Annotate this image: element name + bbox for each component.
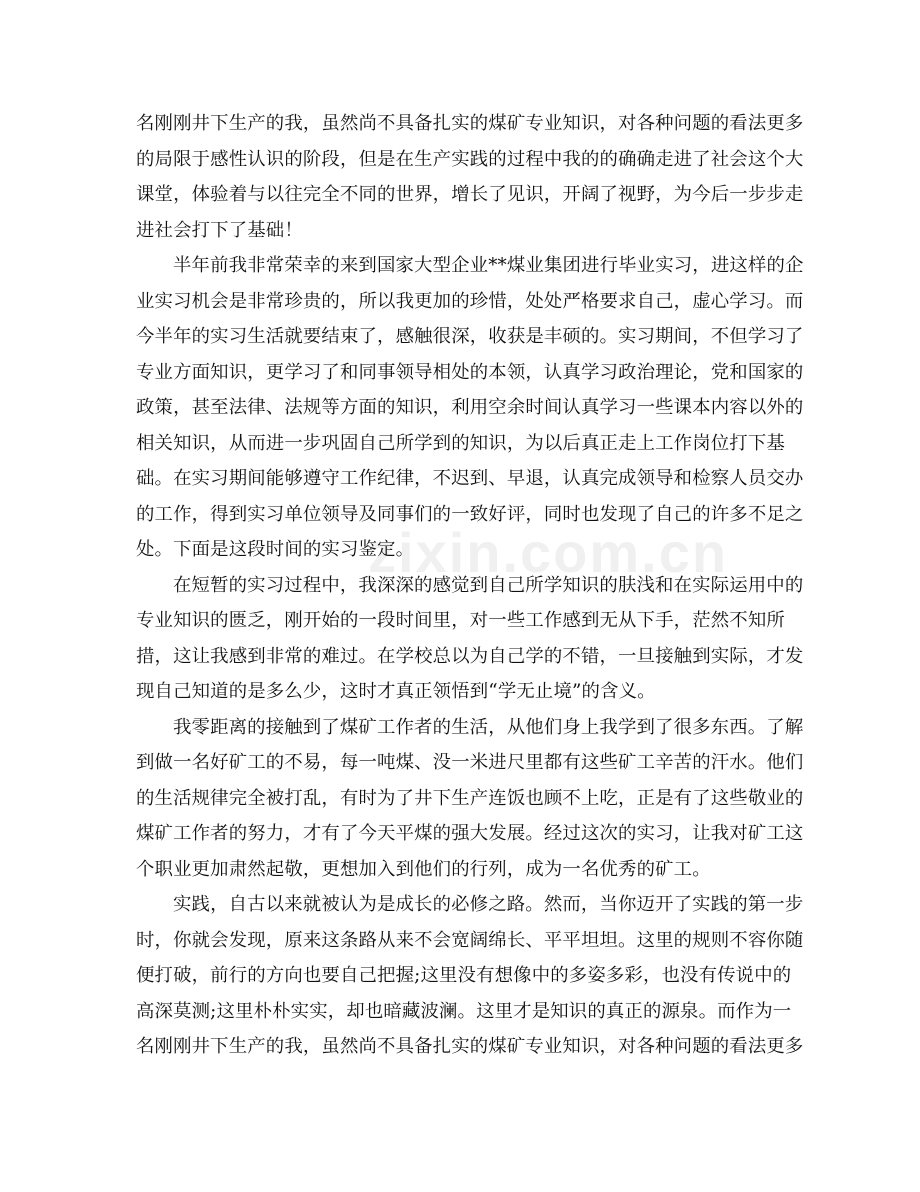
text-line: 进社会打下了基础！ <box>136 219 303 241</box>
text-line: 在短暂的实习过程中，我深深的感觉到自己所学知识的肤浅和在实际运用中的 <box>173 574 804 596</box>
text-line: 专业方面知识，更学习了和同事领导相处的本领，认真学习政治理论，党和国家的 <box>136 361 804 383</box>
text-line: 的工作，得到实习单位领导及同事们的一致好评，同时也发现了自己的许多不足之 <box>136 503 804 525</box>
text-line: 措，这让我感到非常的难过。在学校总以为自己学的不错，一旦接触到实际，才发 <box>136 645 804 667</box>
text-line: 处。下面是这段时间的实习鉴定。 <box>136 539 415 560</box>
text-line: 政策，甚至法律、法规等方面的知识，利用空余时间认真学习一些课本内容以外的 <box>136 397 804 418</box>
document-body <box>136 106 804 1065</box>
watermark: zixin.com.cn <box>368 521 729 584</box>
text-line: 便打破，前行的方向也要自己把握;这里没有想像中的多姿多彩，也没有传说中的 <box>136 965 792 986</box>
text-line: 今半年的实习生活就要结束了，感触很深，收获是丰硕的。实习期间，不但学习了 <box>136 326 804 347</box>
text-line: 名刚刚井下生产的我，虽然尚不具备扎实的煤矿专业知识，对各种问题的看法更多 <box>136 113 804 134</box>
text-line: 业实习机会是非常珍贵的，所以我更加的珍惜，处处严格要求自己，虚心学习。而 <box>136 290 804 312</box>
text-line: 高深莫测;这里朴朴实实，却也暗藏波澜。这里才是知识的真正的源泉。而作为一 <box>136 1000 792 1022</box>
text-line: 时，你就会发现，原来这条路从来不会宽阔绵长、平平坦坦。这里的规则不容你随 <box>136 929 804 951</box>
text-line: 名刚刚井下生产的我，虽然尚不具备扎实的煤矿专业知识，对各种问题的看法更多 <box>136 1036 804 1057</box>
text-line: 的生活规律完全被打乱，有时为了井下生产连饭也顾不上吃，正是有了这些敬业的 <box>136 787 804 809</box>
text-line: 半年前我非常荣幸的来到国家大型企业**煤业集团进行毕业实习，进这样的企 <box>173 255 804 276</box>
text-line: 实践，自古以来就被认为是成长的必修之路。然而，当你迈开了实践的第一步 <box>173 894 804 915</box>
text-line: 我零距离的接触到了煤矿工作者的生活，从他们身上我学到了很多东西。了解 <box>173 716 804 738</box>
text-line: 课堂，体验着与以往完全不同的世界，增长了见识，开阔了视野，为今后一步步走 <box>136 184 804 205</box>
text-line: 相关知识，从而进一步巩固自己所学到的知识，为以后真正走上工作岗位打下基 <box>136 432 785 454</box>
text-line: 现自己知道的是多么少，这时才真正领悟到“学无止境”的含义。 <box>136 681 656 702</box>
text-line: 到做一名好矿工的不易，每一吨煤、没一米进尺里都有这些矿工辛苦的汗水。他们 <box>136 752 804 773</box>
text-line: 个职业更加肃然起敬，更想加入到他们的行列，成为一名优秀的矿工。 <box>136 858 711 880</box>
text-line: 的局限于感性认识的阶段，但是在生产实践的过程中我的的确确走进了社会这个大 <box>136 148 804 170</box>
text-line: 础。在实习期间能够遵守工作纪律，不迟到、早退，认真完成领导和检察人员交办 <box>136 468 804 489</box>
text-line: 煤矿工作者的努力，才有了今天平煤的强大发展。经过这次的实习，让我对矿工这 <box>136 823 804 844</box>
text-line: 专业知识的匮乏，刚开始的一段时间里，对一些工作感到无从下手，茫然不知所 <box>136 610 785 631</box>
